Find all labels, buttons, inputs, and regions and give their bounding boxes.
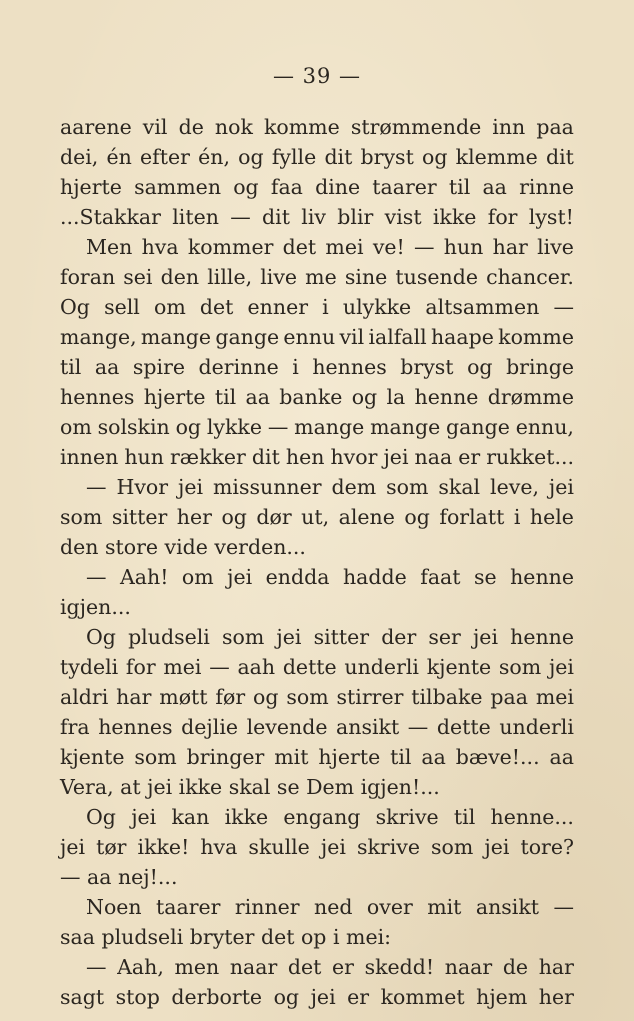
text-line: den store vide verden... — [60, 535, 306, 559]
text-line: innen hun rækker dit hen hvor jei naa er rukket... — [60, 445, 574, 469]
text-line: foran sei den lille, live me sine tusende chancer. — [60, 265, 574, 289]
text-line: hjerte sammen og faa dine taarer til aa rinne — [60, 175, 574, 199]
text-line: aldri har møtt før og som stirrer tilbake paa mei — [60, 685, 574, 709]
text-line: saa pludseli bryter det op i mei: — [60, 925, 392, 949]
text-line: fra hennes dejlie levende ansikt — dette underli — [60, 715, 574, 739]
page-number: — 39 — — [272, 64, 362, 88]
text-line: — aa nej!... — [60, 865, 178, 889]
text-line: mange, mange gange ennu vil ialfall haape komme — [60, 325, 574, 349]
text-line: jei tør ikke! hva skulle jei skrive som jei tore? — [60, 835, 574, 859]
text-line: kjente som bringer mit hjerte til aa bæve!... aa — [60, 745, 574, 769]
text-line: Og sell om det enner i ulykke altsammen — — [60, 295, 574, 319]
text-line: — Hvor jei missunner dem som skal leve, jei — [86, 475, 574, 499]
text-line: Og pludseli som jei sitter der ser jei henne — [86, 625, 574, 649]
text-line: Vera, at jei ikke skal se Dem igjen!... — [60, 775, 440, 799]
text-line: aarene vil de nok komme strømmende inn paa — [60, 115, 574, 139]
text-line: — Aah, men naar det er skedd! naar de har — [86, 955, 574, 979]
text-line: Noen taarer rinner ned over mit ansikt — — [86, 895, 574, 919]
text-line: om solskin og lykke — mange mange gange ennu, — [60, 415, 574, 439]
text-line: til aa spire derinne i hennes bryst og bringe — [60, 355, 574, 379]
text-line: igjen... — [60, 595, 131, 619]
text-line: hennes hjerte til aa banke og la henne drømme — [60, 385, 574, 409]
text-line: som sitter her og dør ut, alene og forlatt i hele — [60, 505, 574, 529]
text-line: Men hva kommer det mei ve! — hun har live — [86, 235, 574, 259]
body-text — [60, 112, 574, 1012]
text-line: — Aah! om jei endda hadde faat se henne — [86, 565, 574, 589]
text-line: dei, én efter én, og fylle dit bryst og klemme dit — [60, 145, 574, 169]
text-line: sagt stop derborte og jei er kommet hjem her — [60, 985, 574, 1009]
text-line: ...Stakkar liten — dit liv blir vist ikke for lyst! — [60, 205, 574, 229]
text-line: tydeli for mei — aah dette underli kjente som jei — [60, 655, 574, 679]
text-line: Og jei kan ikke engang skrive til henne... — [86, 805, 574, 829]
